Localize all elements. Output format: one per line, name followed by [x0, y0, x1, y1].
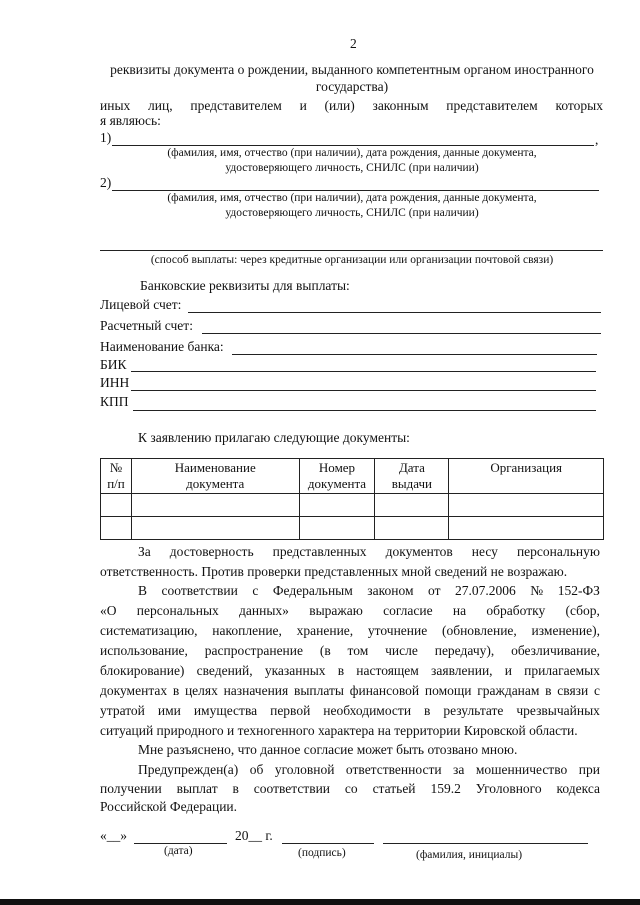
- consent-line2: «О персональных данных» выражаю согласие на обработку (сбор,: [100, 603, 600, 618]
- person1-field[interactable]: [112, 145, 594, 146]
- bank-name-field[interactable]: [232, 354, 597, 355]
- person1-comma: ,: [595, 132, 599, 147]
- person1-number: 1): [100, 130, 112, 145]
- others-line1: иных лиц, представителем и (или) законным представителем которых: [100, 98, 603, 113]
- birth-doc-line2: государства): [315, 79, 389, 94]
- header-doc-number: Номер документа: [299, 459, 375, 494]
- table-header-row: [101, 459, 604, 494]
- signature-field[interactable]: [282, 843, 374, 844]
- consent-line5: блокирование) сведений, указанных в настоящем заявлении, и прилагаемых: [100, 663, 600, 678]
- scan-bottom-edge: [0, 899, 640, 905]
- bank-settlement-field[interactable]: [202, 333, 601, 334]
- consent-line1: В соответствии с Федеральным законом от 27.07.2006 № 152-ФЗ: [138, 583, 600, 598]
- bank-label-account: Лицевой счет:: [100, 297, 182, 312]
- consent-line8: ситуаций природного и техногенного характера на территории Кировской области.: [100, 723, 578, 738]
- table-row: [101, 494, 604, 517]
- resp-line2: ответственность. Против проверки представленных мной сведений не возражаю.: [100, 564, 568, 579]
- header-issue-date: Дата выдачи: [375, 459, 449, 494]
- bank-label-settlement: Расчетный счет:: [100, 318, 193, 333]
- warn-line1: Предупрежден(а) об уголовной ответственности за мошенничество при: [138, 762, 600, 777]
- name-initials-label: (фамилия, инициалы): [416, 849, 523, 861]
- table-row: [101, 517, 604, 540]
- date-label: (дата): [164, 845, 193, 857]
- signature-label: (подпись): [298, 847, 346, 859]
- table-cell[interactable]: [131, 494, 299, 517]
- table-cell[interactable]: [101, 517, 132, 540]
- header-doc-name: Наименование документа: [131, 459, 299, 494]
- payment-method-hint: (способ выплаты: через кредитные организации или организации почтовой связи): [150, 254, 554, 266]
- consent-line7: утратой ими имущества первой необходимости в результате чрезвычайных: [100, 703, 600, 718]
- revoke-text: Мне разъяснено, что данное согласие может быть отозвано мною.: [138, 742, 518, 757]
- table-cell[interactable]: [299, 494, 375, 517]
- bank-label-kpp: КПП: [100, 394, 129, 409]
- bank-bik-field[interactable]: [131, 371, 596, 372]
- bank-account-field[interactable]: [188, 312, 601, 313]
- table-cell[interactable]: [131, 517, 299, 540]
- bank-title: Банковские реквизиты для выплаты:: [140, 278, 350, 293]
- bank-label-bik: БИК: [100, 357, 127, 372]
- warn-line3: Российской Федерации.: [100, 799, 238, 814]
- table-cell[interactable]: [449, 494, 604, 517]
- sign-year: 20__ г.: [235, 828, 273, 843]
- header-number: № п/п: [101, 459, 132, 494]
- attachments-table: [100, 458, 604, 540]
- bank-label-inn: ИНН: [100, 375, 130, 390]
- birth-doc-line1: реквизиты документа о рождении, выданного компетентным органом иностранного: [110, 62, 594, 77]
- person2-number: 2): [100, 175, 112, 190]
- table-cell[interactable]: [299, 517, 375, 540]
- bank-kpp-field[interactable]: [133, 410, 596, 411]
- header-organization: Организация: [449, 459, 604, 494]
- consent-line4: использование, распространение (в том числе передачу), обезличивание,: [100, 643, 600, 658]
- person1-hint-line2: удостоверяющего личность, СНИЛС (при наличии): [225, 162, 479, 174]
- attach-title: К заявлению прилагаю следующие документы:: [138, 430, 410, 445]
- person2-hint-line2: удостоверяющего личность, СНИЛС (при наличии): [225, 207, 479, 219]
- sign-day: «__»: [100, 828, 127, 843]
- name-initials-field[interactable]: [383, 843, 588, 844]
- table-cell[interactable]: [101, 494, 132, 517]
- consent-line3: систематизацию, накопление, хранение, уточнение (обновление, изменение),: [100, 623, 600, 638]
- resp-line1: За достоверность представленных документов несу персональную: [138, 544, 600, 559]
- table-cell[interactable]: [449, 517, 604, 540]
- bank-inn-field[interactable]: [131, 390, 596, 391]
- consent-line6: документах в целях назначения выплаты финансовой помощи гражданам в связи с: [100, 683, 600, 698]
- person2-field[interactable]: [112, 190, 599, 191]
- page-number: 2: [350, 36, 357, 51]
- person1-hint-line1: (фамилия, имя, отчество (при наличии), дата рождения, данные документа,: [167, 147, 537, 159]
- others-line2: я являюсь:: [100, 113, 161, 128]
- table-cell[interactable]: [375, 517, 449, 540]
- payment-method-field[interactable]: [100, 250, 603, 251]
- bank-label-name: Наименование банка:: [100, 339, 224, 354]
- table-cell[interactable]: [375, 494, 449, 517]
- warn-line2: получении выплат в соответствии со статьей 159.2 Уголовного кодекса: [100, 781, 600, 796]
- sign-month-field[interactable]: [134, 843, 227, 844]
- person2-hint-line1: (фамилия, имя, отчество (при наличии), дата рождения, данные документа,: [167, 192, 537, 204]
